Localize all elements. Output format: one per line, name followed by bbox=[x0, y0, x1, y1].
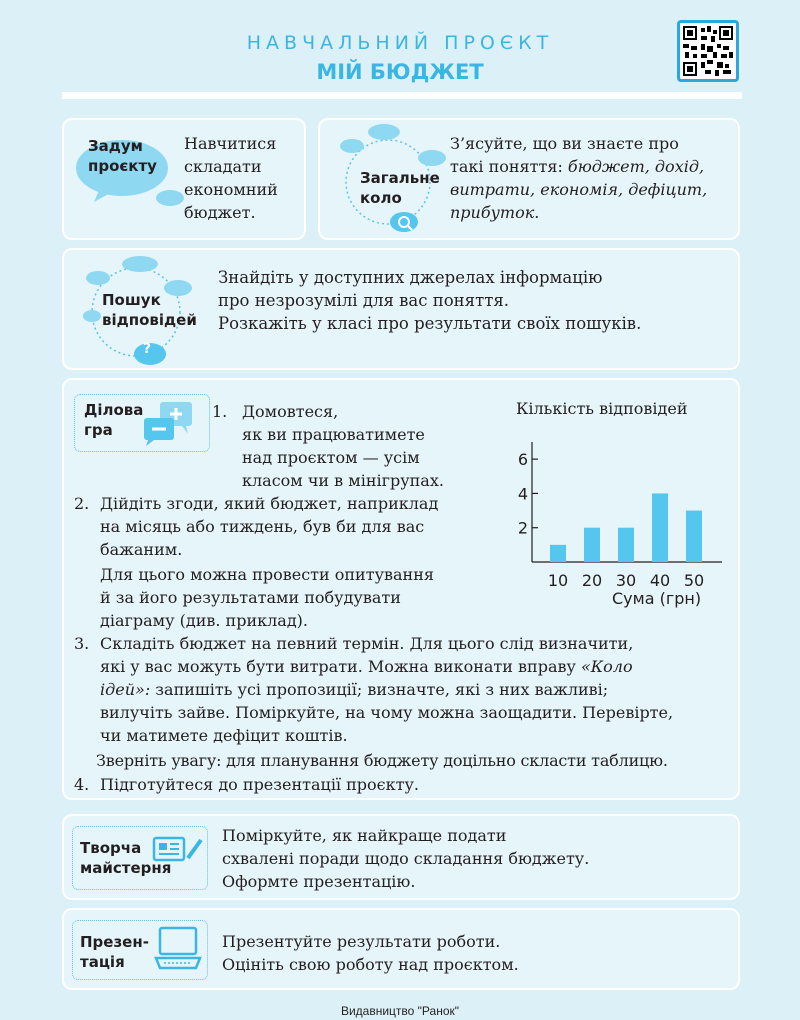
chart-bar-20 bbox=[584, 528, 600, 562]
step-2-text: Дійдіть згоди, який бюджет, наприклад на місяць або тиждень, був би для вас бажаним. Для цього можна провести опитування й за його результатами побудувати діаграму (див. приклад). bbox=[100, 494, 439, 630]
idea-text: Навчитися складати економний бюджет. bbox=[184, 134, 278, 222]
plus-minus-bubbles-icon bbox=[142, 400, 198, 446]
chart-x-tick-20: 20 bbox=[581, 571, 603, 590]
question-mark-icon: ? bbox=[143, 341, 152, 357]
chart-bar-10 bbox=[550, 545, 566, 562]
project-idea-card bbox=[62, 118, 306, 240]
step-1-text: Домовтеся, як ви працюватимете над проєктом — усім класом чи в мінігрупах. bbox=[242, 402, 444, 490]
presentation-label: Презен- тація bbox=[80, 933, 149, 971]
laptop-icon bbox=[152, 924, 204, 972]
creative-workshop-label: Творча майстерня bbox=[80, 839, 172, 877]
step-1: 1. bbox=[212, 402, 228, 421]
chart-bar-40 bbox=[652, 493, 668, 562]
chart-y-tick-6: 6 bbox=[517, 450, 528, 470]
step-2-number: 2. bbox=[74, 494, 90, 513]
chart-x-tick-50: 50 bbox=[683, 571, 705, 590]
step-4-number: 4. bbox=[74, 775, 90, 794]
chart-bar-30 bbox=[618, 528, 634, 562]
survey-bar-chart bbox=[504, 392, 734, 618]
search-label: Пошук відповідей bbox=[102, 291, 197, 329]
chart-x-tick-40: 40 bbox=[649, 571, 671, 590]
general-circle-card bbox=[318, 118, 740, 240]
creative-workshop-text: Поміркуйте, як найкраще подати схвалені поради щодо складання бюджету. Оформте презентацію. bbox=[222, 826, 590, 891]
project-title: МІЙ БЮДЖЕТ bbox=[316, 60, 484, 84]
step-3-text: Складіть бюджет на певний термін. Для цього слід визначити, які у вас можуть бути витрати. Можна виконати вправу «Коло ідей»: запишіть усі пропозиції; визначте, які з них важливі; вилучіть зайве. Поміркуйте, на чому можна заощадити. Перевірте, чи матимете дефіцит коштів. bbox=[100, 634, 674, 745]
idea-label: Задум проєкту bbox=[88, 137, 157, 175]
publisher-footer: Видавництво "Ранок" bbox=[340, 1004, 460, 1018]
business-game-card bbox=[62, 378, 740, 800]
chart-y-tick-2: 2 bbox=[517, 518, 528, 538]
general-circle-label: Загальне коло bbox=[360, 169, 440, 207]
header-divider bbox=[62, 92, 742, 99]
qr-code-icon[interactable] bbox=[677, 20, 739, 82]
id-card-pencil-icon bbox=[152, 834, 204, 864]
search-text: Знайдіть у доступних джерелах інформацію про незрозумілі для вас поняття. Розкажіть у класі про результати своїх пошуків. bbox=[218, 268, 642, 333]
step-3-note: Зверніть увагу: для планування бюджету доцільно скласти таблицю. bbox=[96, 751, 668, 770]
business-game-label: Ділова гра bbox=[84, 401, 144, 439]
step-4-text: Підготуйтеся до презентації проєкту. bbox=[100, 775, 419, 794]
presentation-text: Презентуйте результати роботи. Оцініть свою роботу над проєктом. bbox=[222, 932, 519, 974]
chart-x-label: Сума (грн) bbox=[612, 589, 702, 608]
search-answers-card bbox=[62, 248, 740, 370]
chart-x-tick-30: 30 bbox=[615, 571, 637, 590]
chart-bar-50 bbox=[686, 511, 702, 562]
chart-x-tick-10: 10 bbox=[547, 571, 569, 590]
chart-y-tick-4: 4 bbox=[517, 484, 528, 504]
chart-title: Кількість відповідей bbox=[516, 399, 688, 418]
presentation-card bbox=[62, 908, 740, 990]
creative-workshop-card bbox=[62, 814, 740, 900]
step-3-number: 3. bbox=[74, 634, 90, 653]
general-circle-text: З’ясуйте, що ви знаєте про такі поняття: бюджет, дохід, витрати, економія, дефіцит, прибуток. bbox=[450, 134, 708, 222]
project-subtitle: НАВЧАЛЬНИЙ ПРОЄКТ bbox=[246, 32, 554, 54]
